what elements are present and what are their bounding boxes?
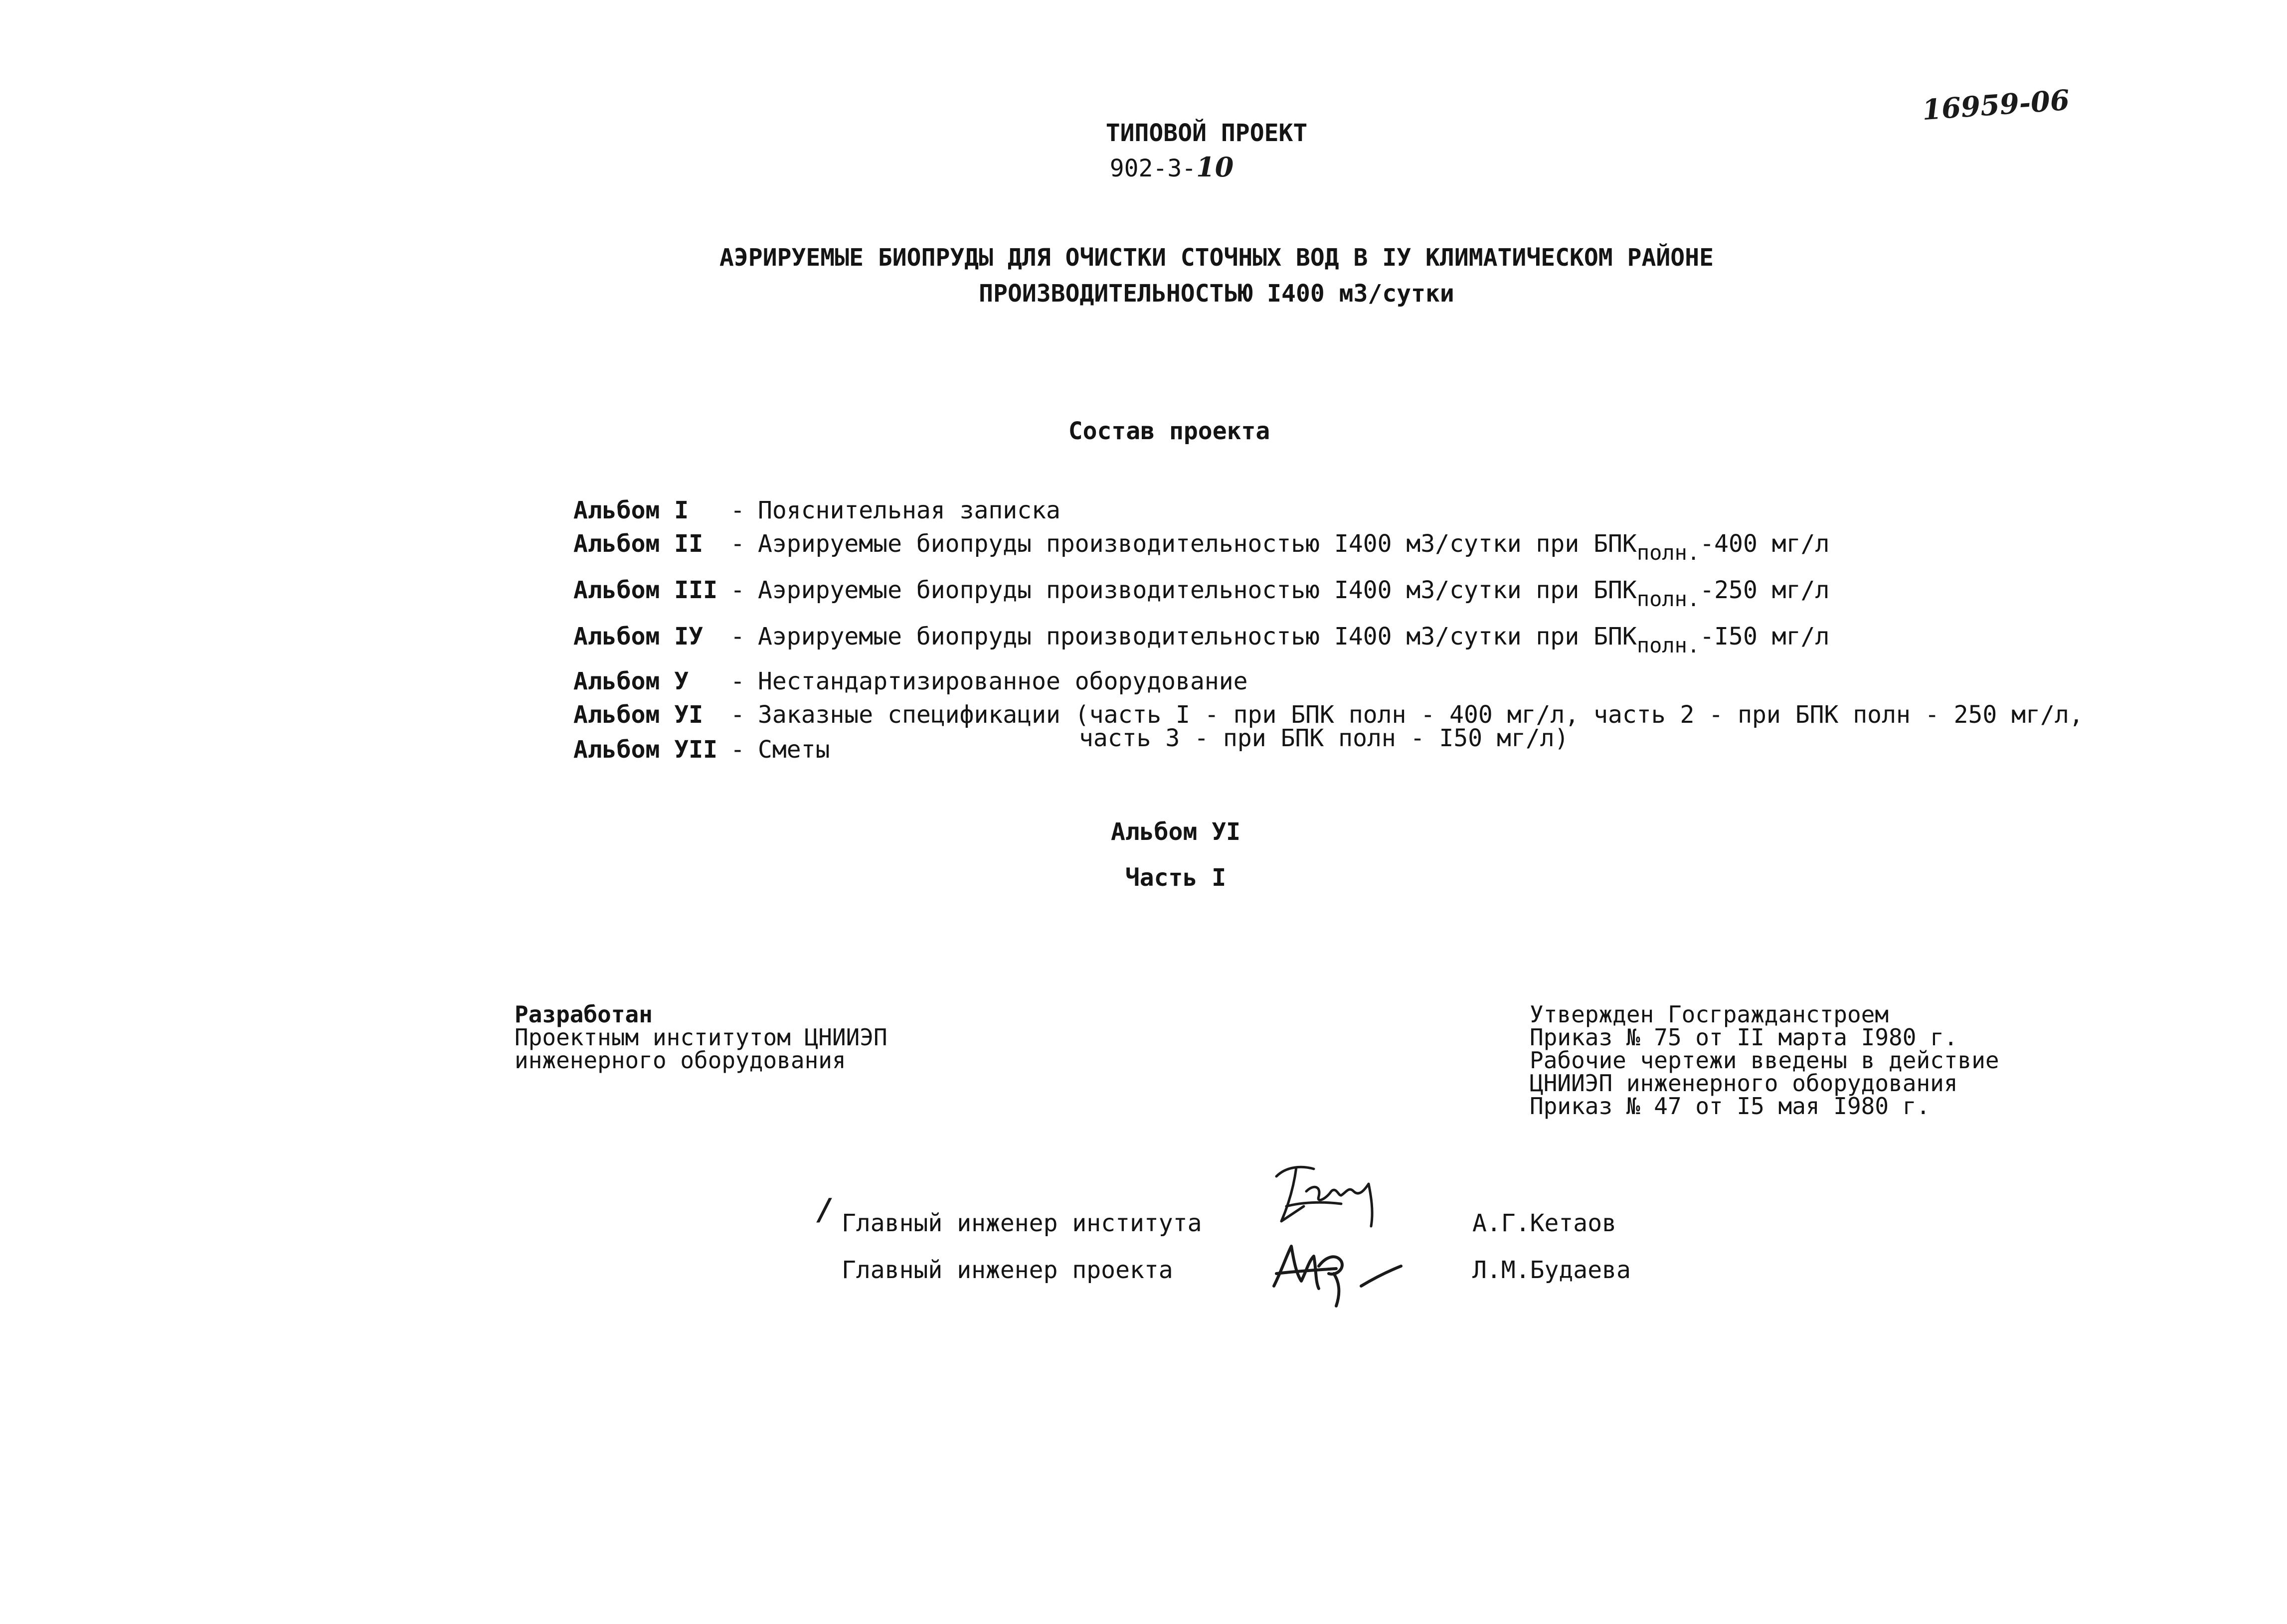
album-label: Альбом У [573, 667, 689, 695]
current-album: Альбом УI [1110, 818, 1241, 846]
developed-by-institute: Проектным институтом ЦНИИЭП [515, 1024, 887, 1051]
developed-by-department: инженерного оборудования [515, 1047, 846, 1074]
album-label: Альбом УII [573, 736, 717, 764]
project-code-prefix: 902-3- [1109, 155, 1197, 182]
project-title-line-2: ПРОИЗВОДИТЕЛЬНОСТЬЮ I400 м3/сутки [979, 280, 1454, 308]
developed-by-heading: Разработан [515, 1001, 653, 1028]
album-dash: - [730, 736, 745, 764]
album-label: Альбом II [573, 530, 704, 558]
album-dash: - [730, 667, 745, 695]
album-label: Альбом УI [573, 701, 704, 729]
album-dash: - [730, 530, 745, 558]
developed-by-block [515, 1003, 887, 1072]
album-description: Нестандартизированное оборудование [758, 667, 1248, 695]
approval-institute-order: Приказ № 47 от I5 мая I980 г. [1530, 1093, 1931, 1120]
album-description [758, 529, 1830, 565]
album-label: Альбом III [573, 576, 717, 604]
album-label: Альбом IУ [573, 623, 704, 650]
chief-engineer-project-name: Л.М.Будаева [1472, 1256, 1631, 1284]
album-dash: - [730, 623, 745, 650]
current-part: Часть I [1125, 864, 1227, 892]
album-description-subscript: полн. [1636, 540, 1700, 565]
chief-engineer-project-role: Главный инженер проекта [842, 1256, 1173, 1284]
album-description-text: Аэрируемые биопруды производительностью I400 м3/сутки при БПК [758, 576, 1637, 604]
album-label: Альбом I [573, 496, 689, 524]
album-dash: - [730, 701, 745, 729]
album-description: Заказные спецификации (часть I - при БПК полн - 400 мг/л, часть 2 - при БПК полн - 250 мг/л, [758, 701, 2084, 729]
chief-engineer-institute-name: А.Г.Кетаов [1472, 1209, 1616, 1237]
album-description: Сметы [758, 736, 830, 764]
album-dash: - [730, 576, 745, 604]
chief-engineer-institute-role: Главный инженер института [842, 1209, 1202, 1237]
album-description-suffix: -250 мг/л [1700, 576, 1830, 604]
album-description [758, 576, 1830, 611]
project-code [1110, 153, 1234, 183]
margin-tick-mark: / [819, 1192, 830, 1227]
signature-chief-engineer-project [1266, 1226, 1416, 1311]
approval-enactment: Рабочие чертежи введены в действие [1530, 1047, 1999, 1074]
album-description: Пояснительная записка [758, 496, 1060, 524]
album-description-text: Аэрируемые биопруды производительностью I400 м3/сутки при БПК [758, 623, 1637, 650]
approval-authority: Утвержден Госгражданстроем [1530, 1001, 1889, 1028]
project-title-line-1: АЭРИРУЕМЫЕ БИОПРУДЫ ДЛЯ ОЧИСТКИ СТОЧНЫХ ВОД В IУ КЛИМАТИЧЕСКОМ РАЙОНЕ [719, 244, 1714, 272]
approval-institute: ЦНИИЭП инженерного оборудования [1530, 1070, 1958, 1097]
album-description-subscript: полн. [1636, 633, 1700, 657]
album-description-suffix: -I50 мг/л [1700, 623, 1830, 650]
project-type-heading: ТИПОВОЙ ПРОЕКТ [1105, 119, 1308, 147]
album-description-subscript: полн. [1636, 587, 1700, 611]
approval-order: Приказ № 75 от II марта I980 г. [1530, 1024, 1958, 1051]
album-row-6-continuation: часть 3 - при БПК полн - I50 мг/л) [1079, 724, 1569, 752]
project-code-handwritten-suffix: 10 [1196, 151, 1234, 183]
album-dash: - [730, 496, 745, 524]
archive-number-stamp: 16959-06 [1921, 83, 2071, 127]
album-description-suffix: -400 мг/л [1700, 530, 1830, 558]
signature-chief-engineer-institute [1266, 1156, 1396, 1236]
approval-block [1530, 1003, 1999, 1118]
composition-heading: Состав проекта [1068, 417, 1270, 445]
album-description [758, 622, 1830, 657]
album-description-text: Аэрируемые биопруды производительностью I400 м3/сутки при БПК [758, 530, 1637, 558]
